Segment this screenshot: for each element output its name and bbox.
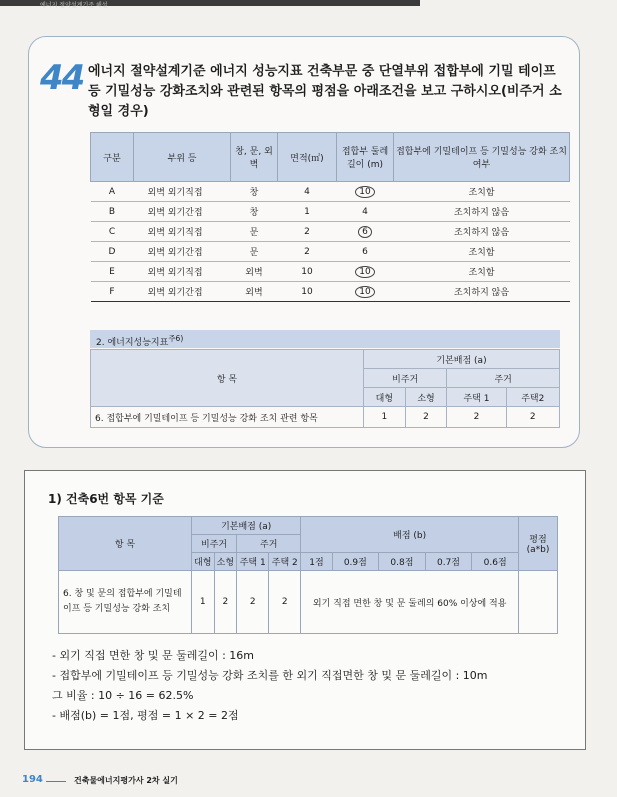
- col-header: 0.8점: [379, 553, 426, 571]
- res-header: 주거: [447, 369, 560, 388]
- cell-kind: 문: [231, 242, 278, 262]
- item-header: 항 목: [91, 350, 364, 407]
- cell-id: A: [91, 182, 134, 202]
- footer-divider: [46, 781, 66, 782]
- col-header: 0.7점: [425, 553, 472, 571]
- col-header: 주택 2: [269, 553, 301, 571]
- cell-status: 조치하지 않음: [394, 222, 570, 242]
- performance-index-table: [90, 349, 560, 428]
- score-cell: 2: [506, 407, 559, 428]
- score-cell: 1: [192, 571, 215, 634]
- cell-part: 외벽 외기직접: [134, 182, 231, 202]
- score-cell: 2: [405, 407, 447, 428]
- col-header: 주택2: [506, 388, 559, 407]
- cell-part: 외벽 외기간접: [134, 282, 231, 302]
- cell-len: [337, 262, 394, 282]
- answer-title: 1) 건축6번 항목 기준: [48, 492, 164, 506]
- cell-kind: 창: [231, 182, 278, 202]
- question-number: 44: [40, 58, 84, 98]
- nonres-header: 비주거: [364, 369, 447, 388]
- row-label: 6. 창 및 문의 접합부에 기밀테이프 등 기밀성능 강화 조치: [59, 571, 192, 634]
- table-row: [91, 242, 570, 262]
- answer-notes: [52, 646, 572, 726]
- rating-header: 평점 (a*b): [519, 517, 558, 571]
- cell-kind: 문: [231, 222, 278, 242]
- cell-status: 조치하지 않음: [394, 282, 570, 302]
- score-cell: 2: [237, 571, 269, 634]
- cell-id: F: [91, 282, 134, 302]
- col-header: 소형: [405, 388, 447, 407]
- col-header: 구분: [91, 133, 134, 182]
- cell-id: E: [91, 262, 134, 282]
- cell-part: 외벽 외기간접: [134, 202, 231, 222]
- circled-value: 6: [358, 226, 372, 238]
- cell-area: 2: [278, 242, 337, 262]
- score-cell: 1: [364, 407, 406, 428]
- cell-part: 외벽 외기직접: [134, 222, 231, 242]
- score-cell: 2: [214, 571, 237, 634]
- cell-kind: 외벽: [231, 262, 278, 282]
- note-line: - 외기 직접 면한 창 및 문 둘레길이 : 16m: [52, 649, 254, 662]
- col-header: 접합부 둘레길이 (m): [337, 133, 394, 182]
- nonres-header: 비주거: [192, 535, 237, 553]
- base-score-header: 기본배점 (a): [192, 517, 301, 535]
- running-header: 에너지 절약설계기준 해설: [40, 2, 108, 9]
- col-header: 주택 1: [237, 553, 269, 571]
- cell-area: 4: [278, 182, 337, 202]
- col-header: 주택 1: [447, 388, 506, 407]
- col-header: 창, 문, 외벽: [231, 133, 278, 182]
- col-header: 0.9점: [332, 553, 379, 571]
- col-header: 0.6점: [472, 553, 519, 571]
- note-line: - 접합부에 기밀테이프 등 기밀성능 강화 조치를 한 외기 직접면한 창 및 문 둘레길이 : 10m: [52, 669, 488, 682]
- base-score-header: 기본배점 (a): [364, 350, 560, 369]
- row-description: 외기 직접 면한 창 및 문 둘레의 60% 이상에 적용: [301, 571, 519, 634]
- section-bar: [90, 330, 560, 348]
- score-cell: 2: [447, 407, 506, 428]
- cell-part: 외벽 외기직접: [134, 262, 231, 282]
- cell-status: 조치하지 않음: [394, 202, 570, 222]
- table-row: [91, 282, 570, 302]
- cell-kind: 외벽: [231, 282, 278, 302]
- cell-status: 조치함: [394, 242, 570, 262]
- cell-id: D: [91, 242, 134, 262]
- res-header: 주거: [237, 535, 301, 553]
- table-row: [91, 202, 570, 222]
- cell-area: 2: [278, 222, 337, 242]
- cell-id: B: [91, 202, 134, 222]
- score-header: 배점 (b): [301, 517, 519, 553]
- col-header: 면적(㎡): [278, 133, 337, 182]
- conditions-table: [90, 132, 570, 302]
- cell-len: [337, 182, 394, 202]
- page-number: 194: [22, 774, 43, 785]
- cell-len: [337, 222, 394, 242]
- question-text: 에너지 절약설계기준 에너지 성능지표 건축부문 중 단열부위 접합부에 기밀 테이프 등 기밀성능 강화조치와 관련된 항목의 평점을 아래조건을 보고 구하시오(비주거 소형일 경우): [88, 64, 562, 119]
- circled-value: 10: [355, 286, 374, 298]
- cell-status: 조치함: [394, 262, 570, 282]
- rating-cell: [519, 571, 558, 634]
- col-header: 소형: [214, 553, 237, 571]
- row-label: 6. 접합부에 기밀테이프 등 기밀성능 강화 조치 관련 항목: [91, 407, 364, 428]
- cell-id: C: [91, 222, 134, 242]
- table-row: [91, 182, 570, 202]
- cell-status: 조치함: [394, 182, 570, 202]
- book-title: 건축물에너지평가사 2차 실기: [74, 776, 178, 785]
- circled-value: 10: [355, 186, 374, 198]
- col-header: 대형: [192, 553, 215, 571]
- table-row: [91, 222, 570, 242]
- note-line: - 배점(b) = 1점, 평점 = 1 × 2 = 2점: [52, 709, 239, 722]
- cell-kind: 창: [231, 202, 278, 222]
- cell-len: [337, 282, 394, 302]
- note-line: 그 비율 : 10 ÷ 16 = 62.5%: [52, 689, 194, 702]
- cell-area: 10: [278, 262, 337, 282]
- table-row: [91, 262, 570, 282]
- col-header: 1점: [301, 553, 332, 571]
- col-header: 대형: [364, 388, 406, 407]
- cell-part: 외벽 외기간접: [134, 242, 231, 262]
- cell-area: 1: [278, 202, 337, 222]
- score-cell: 2: [269, 571, 301, 634]
- col-header: 부위 등: [134, 133, 231, 182]
- circled-value: 10: [355, 266, 374, 278]
- item-header: 항 목: [59, 517, 192, 571]
- scoring-table: [58, 516, 558, 634]
- section-sup: 주6): [168, 334, 184, 343]
- section-label: 2. 에너지성능지표: [96, 338, 169, 348]
- cell-len: 6: [337, 242, 394, 262]
- cell-area: 10: [278, 282, 337, 302]
- col-header: 접합부에 기밀테이프 등 기밀성능 강화 조치 여부: [394, 133, 570, 182]
- cell-len: 4: [337, 202, 394, 222]
